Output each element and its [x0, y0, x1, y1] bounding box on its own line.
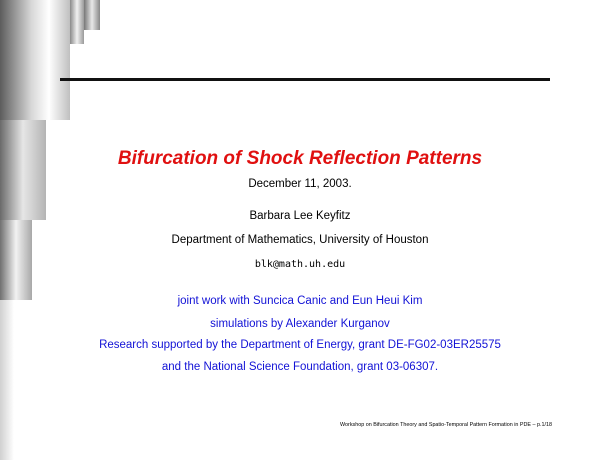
credit-funding-doe: Research supported by the Department of Energy, grant DE-FG02-03ER25575	[99, 339, 501, 351]
decorative-gray-bar	[70, 0, 84, 44]
author-email: blk@math.uh.edu	[254, 259, 346, 270]
decorative-gray-bar	[0, 0, 70, 120]
slide-title: Bifurcation of Shock Reflection Patterns	[117, 148, 483, 169]
credit-simulations: simulations by Alexander Kurganov	[210, 318, 390, 330]
header-rule	[60, 78, 550, 81]
slide-footer: Workshop on Bifurcation Theory and Spatio-Temporal Pattern Formation in PDE – p.1/18	[340, 422, 552, 428]
credit-funding-nsf: and the National Science Foundation, grant 03-06307.	[161, 361, 439, 373]
decorative-gray-bar	[84, 0, 100, 30]
author-name: Barbara Lee Keyfitz	[249, 210, 351, 222]
decorative-gray-bar	[0, 120, 46, 220]
author-affiliation: Department of Mathematics, University of Houston	[171, 234, 429, 246]
credit-collaborators: joint work with Suncica Canic and Eun Heui Kim	[177, 295, 423, 307]
slide-date: December 11, 2003.	[248, 178, 352, 190]
